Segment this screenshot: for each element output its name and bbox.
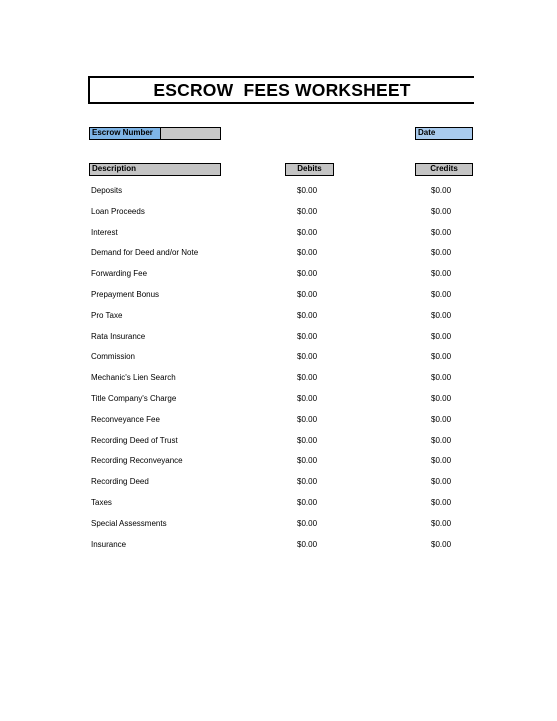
worksheet-title: ESCROW FEES WORKSHEET [153,79,411,100]
row-description: Special Assessments [91,518,167,528]
row-description: Pro Taxe [91,310,123,320]
row-description: Forwarding Fee [91,269,148,279]
worksheet-title-box [88,76,474,104]
table-row [0,332,557,346]
row-description: Deposits [91,186,123,195]
row-debit[interactable]: $0.00 [297,227,318,237]
escrow-number-label: Escrow Number [90,128,161,139]
row-description: Commission [91,352,136,362]
row-credit[interactable]: $0.00 [431,498,452,507]
date-label: Date [418,128,436,137]
row-description: Interest [91,227,118,237]
row-debit[interactable]: $0.00 [297,269,318,279]
row-debit[interactable]: $0.00 [297,310,318,320]
row-description: Mechanic's Lien Search [91,373,176,383]
row-description: Rata Insurance [91,331,146,341]
row-credit[interactable]: $0.00 [431,290,452,299]
row-description: Prepayment Bonus [91,290,160,299]
table-row [0,436,557,450]
row-debit[interactable]: $0.00 [297,206,318,216]
row-debit[interactable]: $0.00 [297,414,318,424]
row-description: Title Company's Charge [91,394,177,403]
row-credit[interactable]: $0.00 [431,248,452,258]
row-debit[interactable]: $0.00 [297,373,318,383]
table-row [0,394,557,408]
row-credit[interactable]: $0.00 [431,414,452,424]
row-credit[interactable]: $0.00 [431,269,452,279]
table-row [0,207,557,221]
table-row [0,373,557,387]
row-credit[interactable]: $0.00 [431,186,452,195]
description-header: Description [89,163,221,176]
row-debit[interactable]: $0.00 [297,248,318,258]
row-credit[interactable]: $0.00 [431,394,452,403]
table-row [0,540,557,554]
row-debit[interactable]: $0.00 [297,518,318,528]
table-row [0,477,557,491]
row-credit[interactable]: $0.00 [431,518,452,528]
row-debit[interactable]: $0.00 [297,477,318,487]
row-credit[interactable]: $0.00 [431,477,452,487]
table-row [0,311,557,325]
escrow-number-input[interactable] [161,128,220,139]
row-debit[interactable]: $0.00 [297,435,318,445]
row-credit[interactable]: $0.00 [431,206,452,216]
row-credit[interactable]: $0.00 [431,227,452,237]
table-row [0,519,557,533]
row-description: Loan Proceeds [91,206,145,216]
table-row [0,290,557,304]
row-description: Recording Reconveyance [91,456,183,466]
row-description: Recording Deed of Trust [91,435,178,445]
date-field[interactable] [415,127,473,140]
row-credit[interactable]: $0.00 [431,539,452,549]
row-debit[interactable]: $0.00 [297,331,318,341]
row-credit[interactable]: $0.00 [431,352,452,362]
debits-header: Debits [285,163,334,176]
row-description: Insurance [91,539,127,549]
row-description: Demand for Deed and/or Note [91,248,199,258]
table-row [0,456,557,470]
table-row [0,415,557,429]
row-description: Reconveyance Fee [91,414,160,424]
credits-header: Credits [415,163,473,176]
row-credit[interactable]: $0.00 [431,435,452,445]
table-row [0,228,557,242]
table-row [0,269,557,283]
table-row [0,248,557,262]
row-credit[interactable]: $0.00 [431,310,452,320]
row-debit[interactable]: $0.00 [297,539,318,549]
table-row [0,352,557,366]
row-credit[interactable]: $0.00 [431,331,452,341]
row-credit[interactable]: $0.00 [431,373,452,383]
escrow-number-field[interactable] [89,127,221,140]
table-row [0,498,557,512]
row-debit[interactable]: $0.00 [297,352,318,362]
row-debit[interactable]: $0.00 [297,498,318,507]
row-debit[interactable]: $0.00 [297,186,318,195]
row-credit[interactable]: $0.00 [431,456,452,466]
table-row [0,186,557,200]
row-description: Recording Deed [91,477,149,487]
row-debit[interactable]: $0.00 [297,394,318,403]
row-debit[interactable]: $0.00 [297,456,318,466]
row-description: Taxes [91,498,112,507]
row-debit[interactable]: $0.00 [297,290,318,299]
